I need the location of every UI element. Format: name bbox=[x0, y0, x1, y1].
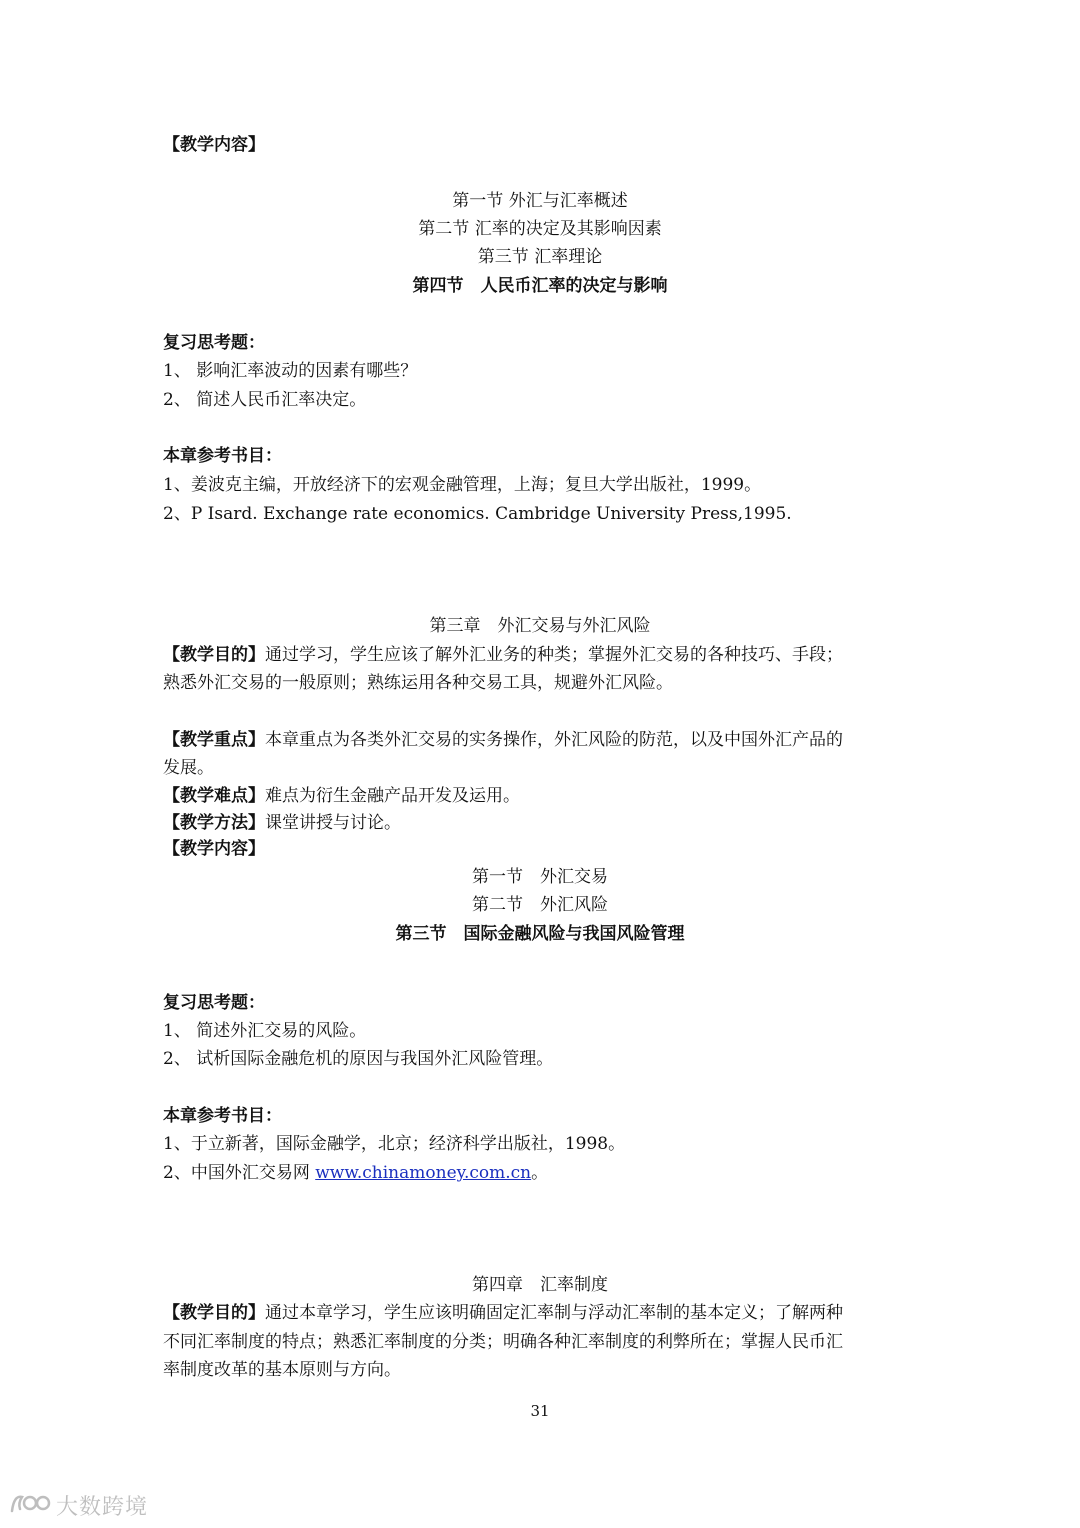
page-number: 31 bbox=[530, 1402, 550, 1420]
section-4-bold: 第四节 人民币汇率的决定与影响 bbox=[412, 276, 668, 296]
chapter3-goal bbox=[163, 641, 923, 669]
focus-text-cont: 发展。 bbox=[163, 758, 214, 778]
logo-icon bbox=[8, 1489, 52, 1528]
section-1: 第一节 外汇交易 bbox=[472, 867, 608, 887]
section-2: 第二节 汇率的决定及其影响因素 bbox=[418, 219, 662, 239]
refs-heading: 本章参考书目： bbox=[163, 1106, 282, 1126]
goal-label: 【教学目的】 bbox=[163, 645, 265, 665]
goal-text-cont: 率制度改革的基本原则与方向。 bbox=[163, 1360, 401, 1380]
section-3-bold: 第三节 国际金融风险与我国风险管理 bbox=[395, 924, 685, 944]
review-item: 2、 试析国际金融危机的原因与我国外汇风险管理。 bbox=[163, 1049, 554, 1069]
method-text: 课堂讲授与讨论。 bbox=[265, 813, 401, 833]
difficulty-label: 【教学难点】 bbox=[163, 786, 265, 806]
section-1: 第一节 外汇与汇率概述 bbox=[452, 191, 628, 211]
review-item: 1、 影响汇率波动的因素有哪些？ bbox=[163, 361, 418, 381]
goal-text-cont: 熟悉外汇交易的一般原则；熟练运用各种交易工具，规避外汇风险。 bbox=[163, 673, 673, 693]
watermark bbox=[8, 1490, 148, 1526]
review-item: 1、 简述外汇交易的风险。 bbox=[163, 1021, 367, 1041]
chapter3-focus bbox=[163, 726, 923, 754]
ref-item: 1、于立新著，国际金融学，北京；经济科学出版社，1998。 bbox=[163, 1134, 626, 1154]
ref-suffix: 。 bbox=[531, 1163, 549, 1183]
refs-heading: 本章参考书目： bbox=[163, 446, 282, 466]
watermark-text: 大数跨境 bbox=[56, 1495, 149, 1520]
focus-text: 本章重点为各类外汇交易的实务操作，外汇风险的防范，以及中国外汇产品的 bbox=[265, 730, 843, 750]
ref-item: 1、姜波克主编，开放经济下的宏观金融管理，上海；复旦大学出版社，1999。 bbox=[163, 475, 762, 495]
chapter3-difficulty bbox=[163, 782, 923, 810]
content-heading: 【教学内容】 bbox=[163, 839, 265, 859]
focus-label: 【教学重点】 bbox=[163, 730, 265, 750]
ref-prefix: 2、中国外汇交易网 bbox=[163, 1163, 316, 1183]
chapter3-title: 第三章 外汇交易与外汇风险 bbox=[429, 616, 651, 636]
difficulty-text: 难点为衍生金融产品开发及运用。 bbox=[265, 786, 520, 806]
ref-item-link-line bbox=[163, 1159, 923, 1187]
review-heading: 复习思考题： bbox=[163, 993, 265, 1013]
goal-text-cont: 不同汇率制度的特点；熟悉汇率制度的分类；明确各种汇率制度的利弊所在；掌握人民币汇 bbox=[163, 1332, 843, 1352]
goal-text: 通过本章学习，学生应该明确固定汇率制与浮动汇率制的基本定义；了解两种 bbox=[265, 1303, 843, 1323]
review-item: 2、 简述人民币汇率决定。 bbox=[163, 390, 367, 410]
chapter3-method bbox=[163, 809, 923, 837]
content-heading: 【教学内容】 bbox=[163, 135, 265, 155]
section-3: 第三节 汇率理论 bbox=[477, 247, 603, 267]
chapter4-goal bbox=[163, 1299, 923, 1327]
method-label: 【教学方法】 bbox=[163, 813, 265, 833]
chinamoney-link[interactable]: www.chinamoney.com.cn bbox=[315, 1163, 532, 1183]
goal-label: 【教学目的】 bbox=[163, 1303, 265, 1323]
chapter4-title: 第四章 汇率制度 bbox=[472, 1275, 608, 1295]
review-heading: 复习思考题： bbox=[163, 333, 265, 353]
ref-item: 2、P Isard. Exchange rate economics. Cambridge University Press,1995. bbox=[163, 504, 792, 524]
goal-text: 通过学习，学生应该了解外汇业务的种类；掌握外汇交易的各种技巧、手段； bbox=[265, 645, 843, 665]
section-2: 第二节 外汇风险 bbox=[472, 895, 608, 915]
